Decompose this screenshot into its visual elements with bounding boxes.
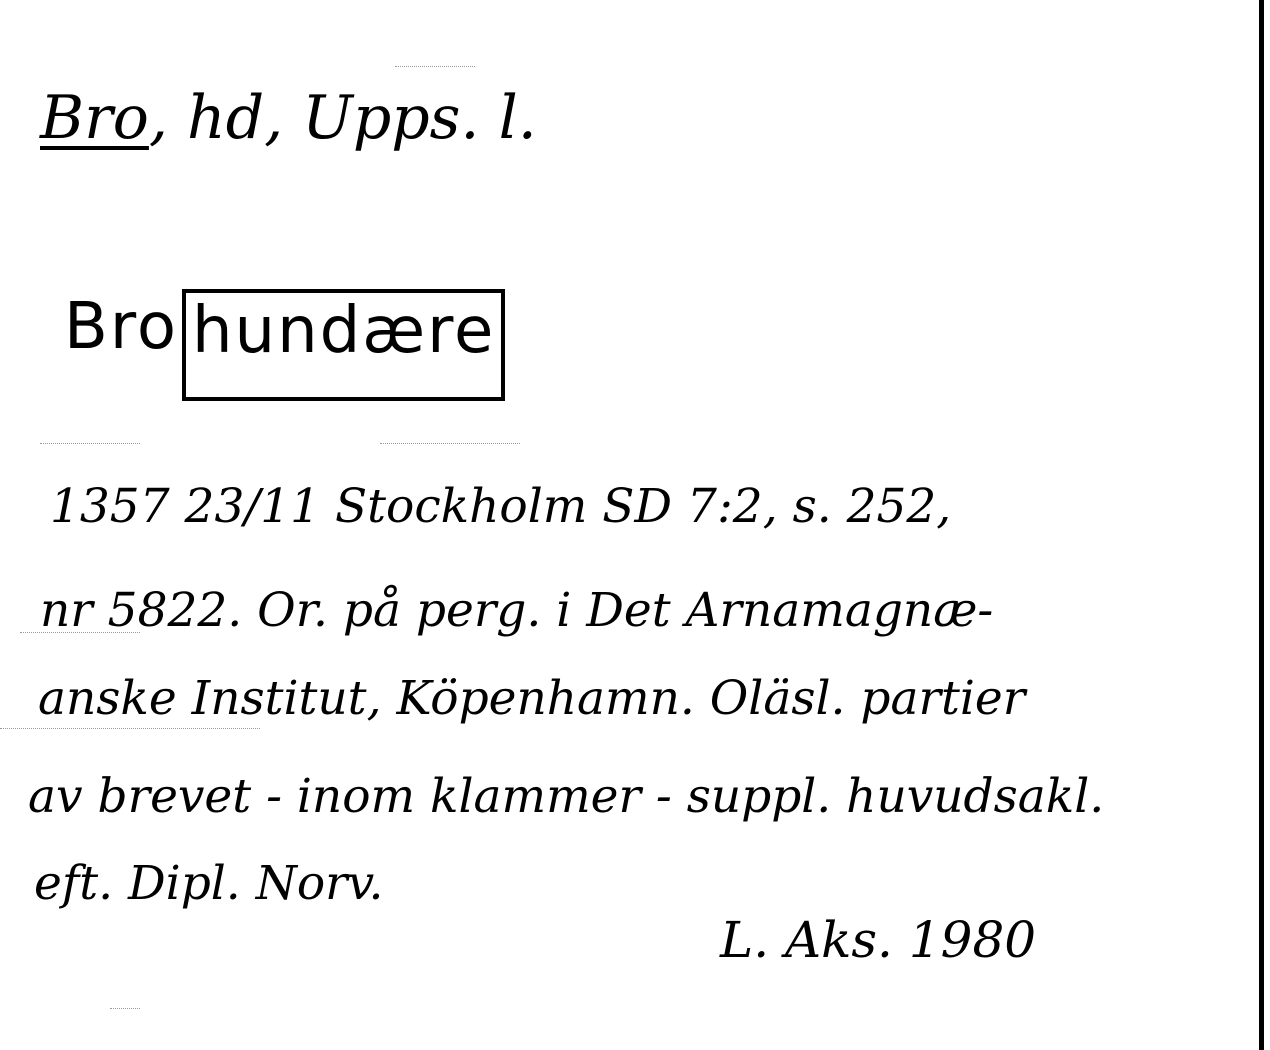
scan-speck	[395, 66, 475, 67]
form-prefix: Bro	[64, 290, 178, 364]
heading-name: Bro	[40, 83, 149, 153]
form-with-bracket	[64, 285, 505, 397]
body-line-4: av brevet - inom klammer - suppl. huvudsakl.	[28, 769, 1105, 824]
body-line-2: nr 5822. Or. på perg. i Det Arnamagnæ-	[40, 583, 994, 638]
scan-speck	[40, 443, 140, 444]
signature: L. Aks. 1980	[720, 911, 1037, 969]
card-heading	[40, 83, 537, 153]
scan-speck	[380, 443, 520, 444]
scan-speck	[110, 1008, 140, 1009]
card-right-edge	[1259, 0, 1264, 1050]
body-line-5: eft. Dipl. Norv.	[34, 856, 384, 911]
body-line-3: anske Institut, Köpenhamn. Oläsl. partier	[38, 671, 1026, 726]
form-bracketed-part: hundære	[182, 289, 505, 401]
body-line-1: 1357 23/11 Stockholm SD 7:2, s. 252,	[50, 479, 952, 534]
heading-rest: , hd, Upps. l.	[148, 83, 537, 153]
scan-speck	[0, 728, 260, 729]
